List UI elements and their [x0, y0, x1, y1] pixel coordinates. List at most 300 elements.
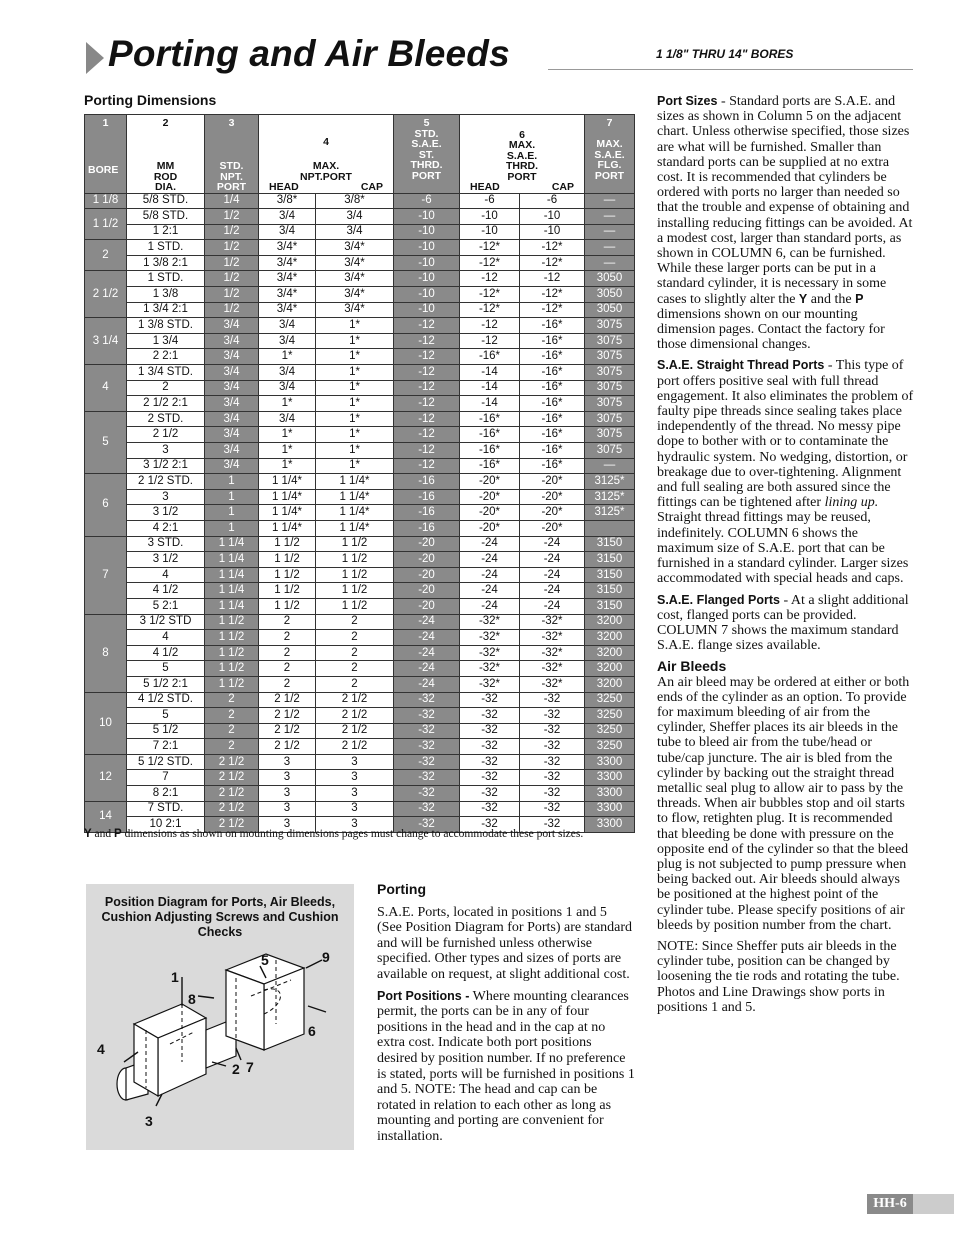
table-cell: 1 STD. [127, 271, 205, 287]
table-row [85, 474, 635, 490]
column-header-2: 2 MM ROD DIA. [127, 115, 205, 194]
diagram-label-9: 9 [322, 949, 330, 965]
table-cell [585, 520, 635, 536]
table-cell: 1 3/8 STD. [127, 318, 205, 334]
table-cell: 1* [316, 333, 394, 349]
table-cell: 1 [205, 520, 259, 536]
table-cell: 3/4 [205, 411, 259, 427]
table-cell: -10 [460, 224, 520, 240]
table-cell: -10 [394, 302, 460, 318]
table-cell: -24 [394, 614, 460, 630]
table-cell: -32* [460, 614, 520, 630]
table-cell: -20* [520, 474, 585, 490]
table-cell: 2 2:1 [127, 349, 205, 365]
table-cell: 3075 [585, 443, 635, 459]
table-cell: -10 [520, 209, 585, 225]
table-row [85, 427, 635, 443]
table-row [85, 505, 635, 521]
table-row [85, 271, 635, 287]
table-section-title: Porting Dimensions [84, 92, 217, 108]
table-cell: 3075 [585, 396, 635, 412]
table-row [85, 458, 635, 474]
table-cell: -16 [394, 489, 460, 505]
table-cell: -16 [394, 474, 460, 490]
table-cell: 1* [259, 349, 316, 365]
table-cell: -12 [394, 349, 460, 365]
table-cell: 1 1/4 [205, 583, 259, 599]
table-cell: 1 1/4* [259, 505, 316, 521]
bore-cell: 5 [85, 411, 127, 473]
table-cell: -12 [460, 318, 520, 334]
table-cell: 3050 [585, 287, 635, 303]
table-cell: -32 [394, 754, 460, 770]
table-cell: 3 1/2 [127, 505, 205, 521]
table-cell: -24 [520, 598, 585, 614]
column-header-3: 3 STD. NPT. PORT [205, 115, 259, 194]
table-footnote: Y and P dimensions as shown on mounting dimensions pages must change to accommodate these port sizes. [84, 828, 584, 840]
page-title: Porting and Air Bleeds [108, 33, 510, 74]
table-cell: 3/4 [205, 396, 259, 412]
table-cell: 1 3/4 2:1 [127, 302, 205, 318]
table-cell: 1 [205, 505, 259, 521]
table-cell: 3200 [585, 630, 635, 646]
table-cell: 1/2 [205, 224, 259, 240]
diagram-label-1: 1 [171, 969, 179, 985]
table-cell: 3/4 [259, 333, 316, 349]
table-cell: -12 [394, 458, 460, 474]
table-cell: -32 [520, 754, 585, 770]
table-cell: -20* [520, 505, 585, 521]
table-cell: -12 [394, 380, 460, 396]
table-cell: 1 1/4 [205, 552, 259, 568]
table-cell: -16 [394, 520, 460, 536]
table-cell: 3 [127, 443, 205, 459]
table-cell: -32 [394, 723, 460, 739]
table-cell: 3/4* [259, 302, 316, 318]
table-cell: 5 [127, 708, 205, 724]
table-cell: 2 1/2 2:1 [127, 396, 205, 412]
table-cell: 1 1/2 [205, 630, 259, 646]
sae-straight-thread-paragraph: S.A.E. Straight Thread Ports - This type of port offers positive seal with full thread engagement. It also eliminates the problem of faulty pipe threads since sealing takes place independently of the thread. No messy pipe dope to bother with or to contaminate the hydraulic system. No wedging, distortion, or breakage due to over-tightening. Alignment and full sealing are both assured since the fittings can be tightened after lining up. Straight thread fittings may be reused, indefinitely. COLUMN 6 shows the maximum size of S.A.E. port that can be furnished in a standard cylinder. Larger sizes accommodated with special heads and caps. [657, 358, 914, 587]
table-cell: -12 [520, 271, 585, 287]
table-cell: -32* [520, 661, 585, 677]
table-cell: 3200 [585, 614, 635, 630]
table-row [85, 786, 635, 802]
table-cell: -16* [520, 318, 585, 334]
diagram-label-3: 3 [145, 1113, 153, 1129]
table-cell: -32 [520, 708, 585, 724]
table-cell: 3300 [585, 770, 635, 786]
table-cell: 1 1/2 [259, 583, 316, 599]
table-row [85, 255, 635, 271]
table-cell: 1* [316, 380, 394, 396]
table-row [85, 801, 635, 817]
table-cell: 10 2:1 [127, 817, 205, 833]
table-cell: 3/4 [316, 224, 394, 240]
air-bleeds-heading: Air Bleeds [657, 658, 727, 675]
table-row [85, 661, 635, 677]
table-row [85, 318, 635, 334]
table-cell: 3 1/2 2:1 [127, 458, 205, 474]
table-cell: -32 [520, 817, 585, 833]
table-cell: -24 [520, 583, 585, 599]
table-cell: 3/4 [205, 458, 259, 474]
table-cell: — [585, 255, 635, 271]
column-header-1: 1 BORE [85, 115, 127, 194]
table-row [85, 630, 635, 646]
table-cell: 2 [259, 630, 316, 646]
table-cell: -32 [520, 692, 585, 708]
diagram-label-5: 5 [261, 952, 269, 968]
table-cell: 2 1/2 [205, 817, 259, 833]
table-cell: -16* [520, 380, 585, 396]
table-cell: -32* [460, 676, 520, 692]
table-cell: -12* [460, 240, 520, 256]
table-cell: -12 [460, 333, 520, 349]
table-cell: 3200 [585, 645, 635, 661]
table-cell: 4 2:1 [127, 520, 205, 536]
table-cell: 3/4 [205, 427, 259, 443]
table-row [85, 723, 635, 739]
table-cell: 1 1/2 [259, 536, 316, 552]
port-positions-paragraph: Port Positions - Where mounting clearances permit, the ports can be in any of four positions in the head and in the cap at no extra cost. Indicate both port positions desired by position number. If no preference is stated, ports will be furnished in positions 1 and 5. NOTE: The head and cap can be rotated in relation to each other as long as mounting and porting are convenient for installation. [377, 988, 635, 1144]
diagram-label-8: 8 [188, 991, 196, 1007]
table-cell: -24 [460, 583, 520, 599]
table-row [85, 224, 635, 240]
table-cell: -12 [394, 443, 460, 459]
table-cell: 1 2:1 [127, 224, 205, 240]
table-cell: 1* [259, 458, 316, 474]
table-cell: -16* [460, 411, 520, 427]
table-row [85, 396, 635, 412]
table-cell: — [585, 193, 635, 209]
table-cell: 1 1/4* [259, 474, 316, 490]
table-cell: -24 [460, 598, 520, 614]
table-cell: -32 [520, 801, 585, 817]
table-row [85, 209, 635, 225]
table-cell: 3300 [585, 817, 635, 833]
table-cell: -24 [460, 536, 520, 552]
table-cell: 1/2 [205, 271, 259, 287]
table-cell: 2 [259, 614, 316, 630]
diagram-label-4: 4 [97, 1041, 105, 1057]
table-cell: 1 1/2 [205, 645, 259, 661]
table-cell: -14 [460, 396, 520, 412]
table-row [85, 287, 635, 303]
table-row [85, 692, 635, 708]
table-cell: -16* [520, 443, 585, 459]
table-cell: 1 1/2 [316, 567, 394, 583]
table-cell: 2 1/2 [316, 723, 394, 739]
table-cell: -16* [520, 427, 585, 443]
table-cell: 2 1/2 STD. [127, 474, 205, 490]
table-cell: 3200 [585, 676, 635, 692]
table-cell: -32* [520, 645, 585, 661]
table-cell: 2 [316, 676, 394, 692]
table-cell: 3/4* [316, 302, 394, 318]
table-cell: -20 [394, 552, 460, 568]
table-cell: -6 [520, 193, 585, 209]
table-cell: -12 [394, 318, 460, 334]
table-cell: -32 [460, 692, 520, 708]
table-cell: 3 [316, 801, 394, 817]
table-cell: -10 [394, 224, 460, 240]
diagram-label-2: 2 [232, 1061, 240, 1077]
table-cell: -32 [394, 739, 460, 755]
table-cell: 3 STD. [127, 536, 205, 552]
table-cell: 3/4 [205, 443, 259, 459]
table-cell: -20 [394, 583, 460, 599]
table-cell: -32 [460, 817, 520, 833]
page-number-bar [913, 1194, 954, 1214]
table-cell: -32 [460, 708, 520, 724]
table-cell: 3/4 [259, 318, 316, 334]
table-cell: 3/4* [259, 255, 316, 271]
table-cell: 2 [316, 630, 394, 646]
table-cell: 3075 [585, 365, 635, 381]
table-cell: 1 1/2 [259, 567, 316, 583]
table-row [85, 739, 635, 755]
table-row [85, 193, 635, 209]
table-cell: 2 1/2 [205, 786, 259, 802]
table-cell: 3/8* [316, 193, 394, 209]
table-row [85, 240, 635, 256]
diagram-label-6: 6 [308, 1023, 316, 1039]
page-number: HH-6 [867, 1194, 913, 1214]
table-cell: 2 [259, 661, 316, 677]
table-cell: 1* [316, 427, 394, 443]
table-cell: 2 [127, 380, 205, 396]
table-cell: 5 2:1 [127, 598, 205, 614]
table-cell: -32 [460, 770, 520, 786]
table-cell: 7 2:1 [127, 739, 205, 755]
table-cell: 3 [259, 786, 316, 802]
table-cell: -32* [520, 614, 585, 630]
table-cell: 1* [316, 411, 394, 427]
table-cell: 2 STD. [127, 411, 205, 427]
column-header-6: 6 MAX. S.A.E. THRD. PORT HEAD CAP [460, 115, 585, 194]
column-header-4: 4 MAX. NPT.PORT HEAD CAP [259, 115, 394, 194]
table-row [85, 754, 635, 770]
table-row [85, 349, 635, 365]
table-cell: 3250 [585, 708, 635, 724]
table-cell: 4 1/2 [127, 583, 205, 599]
table-cell: 3/4 [259, 224, 316, 240]
table-cell: 1 1/4* [259, 520, 316, 536]
table-row [85, 380, 635, 396]
table-cell: 3075 [585, 349, 635, 365]
table-cell: 5 [127, 661, 205, 677]
table-cell: -32 [394, 770, 460, 786]
table-cell: 3075 [585, 380, 635, 396]
table-cell: -32 [394, 708, 460, 724]
table-cell: -32 [394, 801, 460, 817]
table-cell: -32* [520, 676, 585, 692]
table-cell: 1 1/2 [316, 583, 394, 599]
table-row [85, 333, 635, 349]
table-cell: 4 1/2 STD. [127, 692, 205, 708]
diagram-label-7: 7 [246, 1059, 254, 1075]
table-cell: -16* [520, 396, 585, 412]
table-cell: -16* [520, 458, 585, 474]
table-cell: -24 [520, 536, 585, 552]
table-cell: 5 1/2 2:1 [127, 676, 205, 692]
table-cell: 1 1/2 [205, 614, 259, 630]
bore-cell: 1 1/8 [85, 193, 127, 209]
header-arrow-icon [86, 42, 104, 74]
table-cell: -16* [520, 333, 585, 349]
table-cell: -20* [460, 489, 520, 505]
table-cell: -6 [394, 193, 460, 209]
table-cell: 7 [127, 770, 205, 786]
table-cell: 3150 [585, 567, 635, 583]
table-cell: 3/4 [205, 349, 259, 365]
table-cell: 4 [127, 630, 205, 646]
table-row [85, 708, 635, 724]
table-cell: 3/4 [316, 209, 394, 225]
table-cell: 1 1/4* [259, 489, 316, 505]
table-cell: 1 1/2 [316, 536, 394, 552]
column-header-5: 5 STD. S.A.E. ST. THRD. PORT [394, 115, 460, 194]
table-cell: 1 STD. [127, 240, 205, 256]
table-cell: 3/4* [316, 240, 394, 256]
bore-cell: 1 1/2 [85, 209, 127, 240]
table-cell: 3150 [585, 536, 635, 552]
table-cell: 3075 [585, 411, 635, 427]
table-cell: 3150 [585, 583, 635, 599]
table-cell: 3/4* [316, 255, 394, 271]
table-cell: 1 1/4* [316, 505, 394, 521]
table-cell: 1* [316, 349, 394, 365]
table-cell: -12* [460, 287, 520, 303]
table-cell: 2 [205, 739, 259, 755]
bore-cell: 10 [85, 692, 127, 754]
table-cell: -6 [460, 193, 520, 209]
porting-dimensions-table [84, 114, 635, 833]
table-cell: 3/4* [259, 287, 316, 303]
table-cell: -20 [394, 567, 460, 583]
bore-cell: 4 [85, 365, 127, 412]
table-cell: 1 [205, 489, 259, 505]
table-cell: 1 1/2 [259, 552, 316, 568]
porting-section [377, 882, 635, 1151]
table-row [85, 489, 635, 505]
table-cell: 2 1/2 [205, 754, 259, 770]
table-cell: 1 3/4 STD. [127, 365, 205, 381]
table-cell: 5 1/2 STD. [127, 754, 205, 770]
table-cell: -24 [394, 645, 460, 661]
table-cell: -32 [460, 801, 520, 817]
table-cell: 3075 [585, 333, 635, 349]
table-cell: 1 1/4 [205, 567, 259, 583]
right-column [657, 94, 915, 1021]
table-cell: 3 [316, 754, 394, 770]
table-cell: -16* [520, 349, 585, 365]
table-cell: 2 [205, 692, 259, 708]
table-cell: 3 [259, 770, 316, 786]
table-cell: -12* [520, 255, 585, 271]
table-cell: -20 [394, 536, 460, 552]
table-cell: 1 1/2 [316, 552, 394, 568]
table-cell: 3/4 [259, 365, 316, 381]
table-cell: 2 1/2 [316, 739, 394, 755]
table-cell: -12 [394, 333, 460, 349]
cylinder-diagram-graphic [86, 944, 354, 1150]
port-sizes-paragraph: Port Sizes - Standard ports are S.A.E. and sizes as shown in Column 5 on the adjacent chart. Unless otherwise specified, those sizes are what will be furnished. Smaller than standard ports can be supplied at no extra cost. It is recommended that cylinders be ordered with ports no larger than needed so that the trouble and expense of obtaining and installing reducing fittings can be avoided. At a modest cost, larger than standard ports, as shown in COLUMN 6, can be furnished. While these larger ports can be put in a standard cylinder, it is necessary in some cases to slightly alter the Y and the P dimensions shown on our mounting dimension pages. Contact the factory for those dimensional changes. [657, 94, 913, 353]
table-row [85, 567, 635, 583]
table-row [85, 614, 635, 630]
table-cell: -10 [394, 255, 460, 271]
table-cell: -20 [394, 598, 460, 614]
table-cell: 3/4* [316, 287, 394, 303]
table-cell: -32* [460, 661, 520, 677]
table-cell: -20* [520, 489, 585, 505]
table-cell: 1/2 [205, 287, 259, 303]
table-cell: 3 [259, 817, 316, 833]
table-cell: -32* [520, 630, 585, 646]
bore-cell: 2 [85, 240, 127, 271]
table-cell: -12* [460, 255, 520, 271]
table-cell: — [585, 240, 635, 256]
table-cell: 2 1/2 [259, 723, 316, 739]
table-cell: 3 [316, 770, 394, 786]
table-cell: 1 3/4 [127, 333, 205, 349]
bore-cell: 8 [85, 614, 127, 692]
table-cell: -32 [460, 754, 520, 770]
table-cell: 1 1/2 [205, 661, 259, 677]
table-cell: 4 1/2 [127, 645, 205, 661]
table-cell: 2 [205, 708, 259, 724]
air-bleeds-paragraph: An air bleed may be ordered at either or both ends of the cylinder as an option. To provide for maximum bleeding of air from the cylinder, Sheffer places its air bleeds in the tube to bleed air from the tube/head or tube/cap juncture. The air is bled from the cylinder by backing out the straight thread metallic seal plug to allow air to pass by the threads. When air bubbles stop and oil starts to flow, retighten plug. It is recommended that bleeding be done with pressure on the opposite end of the cylinder so that the bleed plug is not subjected to pump pressure when being backed out. Air bleeds should always be positioned at the highest point of the cylinder tube. Please specify positions of air bleeds by position number from the chart. [657, 674, 910, 933]
table-cell: 3250 [585, 723, 635, 739]
table-cell: 1 1/4 [205, 536, 259, 552]
table-cell: -24 [394, 676, 460, 692]
table-cell: -20* [460, 474, 520, 490]
table-cell: 1 1/4* [316, 474, 394, 490]
table-cell: 1/2 [205, 302, 259, 318]
table-cell: 3125* [585, 489, 635, 505]
table-cell: -10 [394, 209, 460, 225]
table-cell: -32 [520, 739, 585, 755]
header-rule [548, 69, 913, 70]
table-cell: — [585, 458, 635, 474]
table-cell: -24 [460, 567, 520, 583]
table-cell: -24 [460, 552, 520, 568]
table-cell: 8 2:1 [127, 786, 205, 802]
table-cell: 1* [316, 365, 394, 381]
table-cell: -12* [520, 302, 585, 318]
table-cell: 3 [127, 489, 205, 505]
table-cell: 3 1/2 [127, 552, 205, 568]
table-cell: 3 [259, 801, 316, 817]
table-cell: 3300 [585, 786, 635, 802]
table-cell: -32 [394, 692, 460, 708]
table-cell: -12 [394, 396, 460, 412]
table-cell: 3/4 [259, 411, 316, 427]
air-bleeds-note: NOTE: Since Sheffer puts air bleeds in the cylinder tube, position can be changed by loosening the tie rods and rotating the tube. Photos and Line Drawings show ports in positions 1 and 5. [657, 938, 900, 1015]
column-header-7: 7 MAX. S.A.E. FLG. PORT [585, 115, 635, 194]
table-cell: 2 [316, 661, 394, 677]
table-cell: 3/4 [205, 380, 259, 396]
table-cell: -32* [460, 630, 520, 646]
table-row [85, 536, 635, 552]
table-cell: 3/4 [205, 318, 259, 334]
table-cell: 2 [259, 645, 316, 661]
table-cell: 1 1/4 [205, 598, 259, 614]
table-cell: 1/2 [205, 255, 259, 271]
table-cell: -24 [394, 630, 460, 646]
table-cell: 2 [316, 645, 394, 661]
